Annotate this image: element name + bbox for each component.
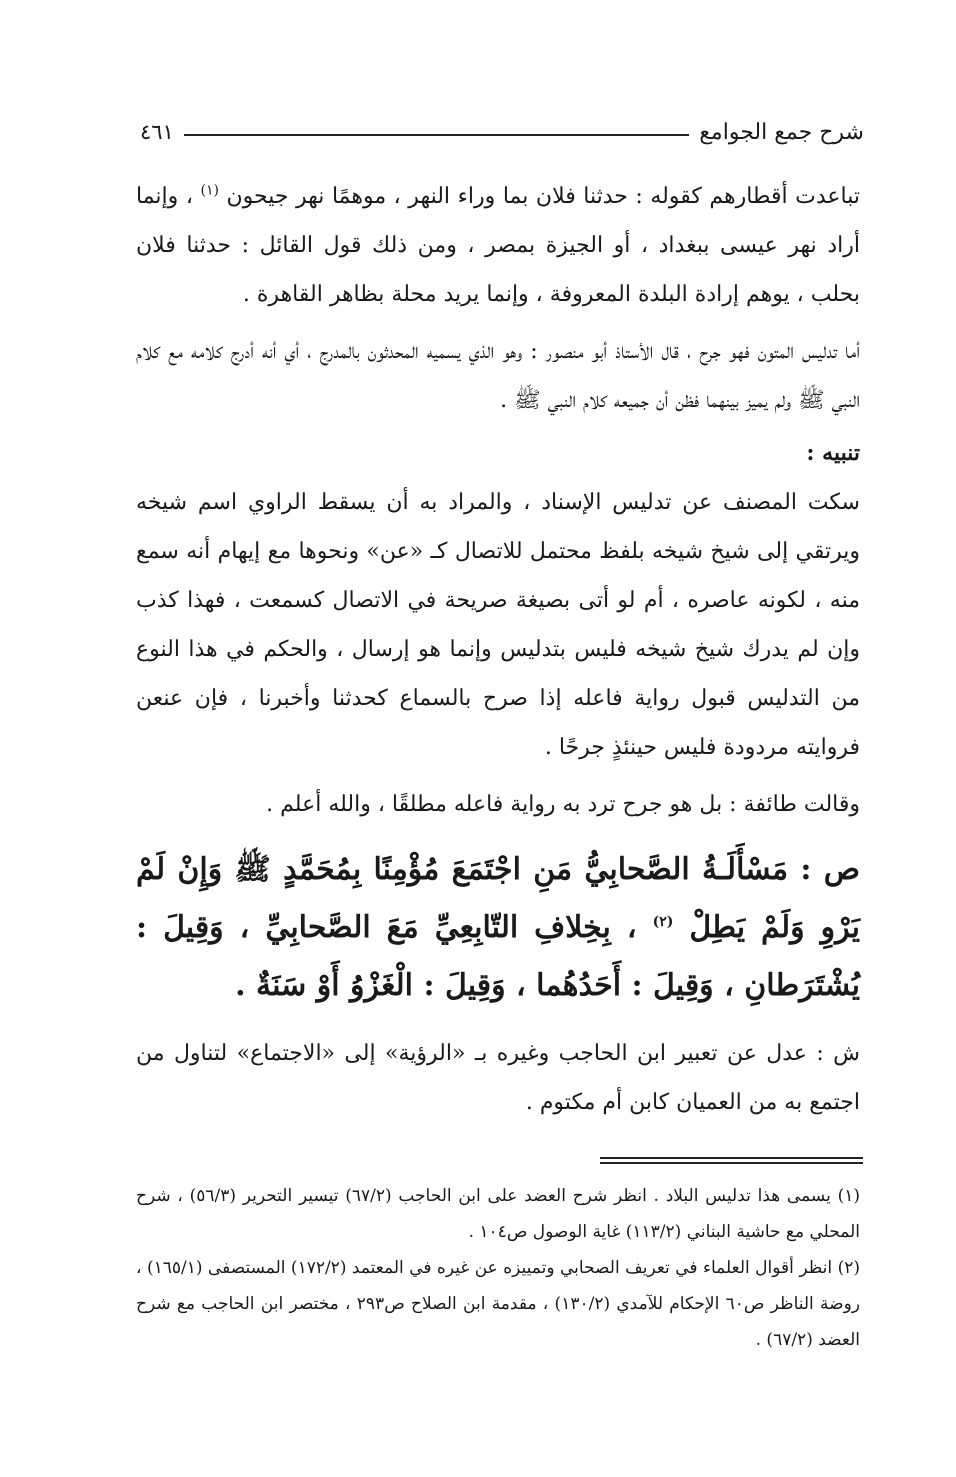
paragraph-3: سكت المصنف عن تدليس الإسناد ، والمراد به أن يسقط الراوي اسم شيخه ويرتقي إلى شيخ شيخه بلفظ محتمل للاتصال كـ «عن» ونحوها مع إيهام أنه سمع منه ، لكونه عاصره ، أم لو أتى بصيغة صريحة في الاتصال كسمعت ، فهذا كذب وإن لم يدرك شيخ شيخه فليس بتدليس وإنما هو إرسال ، والحكم في هذا النوع من التدليس قبول رواية فاعله إذا صرح بالسماع كحدثنا وأخبرنا ، فإن عنعن فروايته مردودة فليس حينئذٍ جرحًا .: [136, 490, 860, 760]
paragraph-2: أما تدليس المتون فهو جرح ، قال الأستاذ أبو منصور : وهو الذي يسميه المحدثون بالمدرج ، أي أنه أدرج كلامه مع كلام النبي ﷺ ولم يميز بينهما فظن أن جميعه كلام النبي ﷺ .: [136, 339, 860, 413]
footnotes: [136, 1178, 860, 1358]
paragraph-1-text: تباعدت أقطارهم كقوله : حدثنا فلان بما وراء النهر ، موهمًا نهر جيحون: [226, 184, 860, 209]
paragraph-5: ش : عدل عن تعبير ابن الحاجب وغيره بـ «الرؤية» إلى «الاجتماع» لتناول من اجتمع به من العميان كابن أم مكتوم .: [136, 1041, 860, 1115]
matn-text-part-1: ص : مَسْأَلَـةُ الصَّحابِيُّ مَنِ اجْتَمَعَ مُؤْمِنًا بِمُحَمَّدٍ ﷺ وَإِنْ لَمْ يَرْوِ وَلَمْ يَطِلْ: [136, 852, 861, 945]
paragraph-1: [136, 172, 860, 319]
footnote-ref-2: (٢): [652, 914, 674, 930]
matn-text: [136, 841, 860, 1015]
page-number: ٤٦١: [140, 120, 174, 144]
matn-text-part-2: ، بِخِلافِ التّابِعِيِّ مَعَ الصَّحابِيِّ ، وَقِيلَ : يُشْتَرَطانِ ، وَقِيلَ : أَحَدُهُما ، وَقِيلَ : الْغَزْوُ أَوْ سَنَةٌ .: [136, 910, 860, 1003]
header-title: شرح جمع الجوامع: [699, 119, 864, 145]
footnote-ref-1: (١): [200, 182, 219, 199]
paragraph-1-rest: ، وإنما أراد نهر عيسى ببغداد ، أو الجيزة بمصر ، ومن ذلك قول القائل : حدثنا فلان بحلب ، يوهم إرادة البلدة المعروفة ، وإنما يريد محلة بظاهر القاهرة .: [136, 184, 861, 307]
header-rule: [184, 134, 689, 136]
footnote-1: (١) يسمى هذا تدليس البلاد . انظر شرح العضد على ابن الحاجب (٦٧/٢) تيسير التحرير (٥٦/٣) ، شرح المحلي مع حاشية البناني (١١٣/٢) غاية الوصول ص١٠٤ .: [136, 1186, 860, 1242]
section-heading: تنبيه :: [806, 440, 860, 466]
running-header: [140, 112, 864, 152]
footnote-2: (٢) انظر أقوال العلماء في تعريف الصحابي وتمييزه عن غيره في المعتمد (١٧٢/٢) المستصفى (١٦٥/١) ، روضة الناظر ص٦٠ الإحكام للآمدي (١٣٠/٢) ، مقدمة ابن الصلاح ص٢٩٣ ، مختصر ابن الحاجب مع شرح العضد (٦٧/٢) .: [136, 1258, 861, 1350]
paragraph-4: وقالت طائفة : بل هو جرح ترد به رواية فاعله مطلقًا ، والله أعلم .: [266, 792, 860, 817]
footnote-separator: [600, 1157, 863, 1167]
main-text: [136, 172, 860, 1127]
